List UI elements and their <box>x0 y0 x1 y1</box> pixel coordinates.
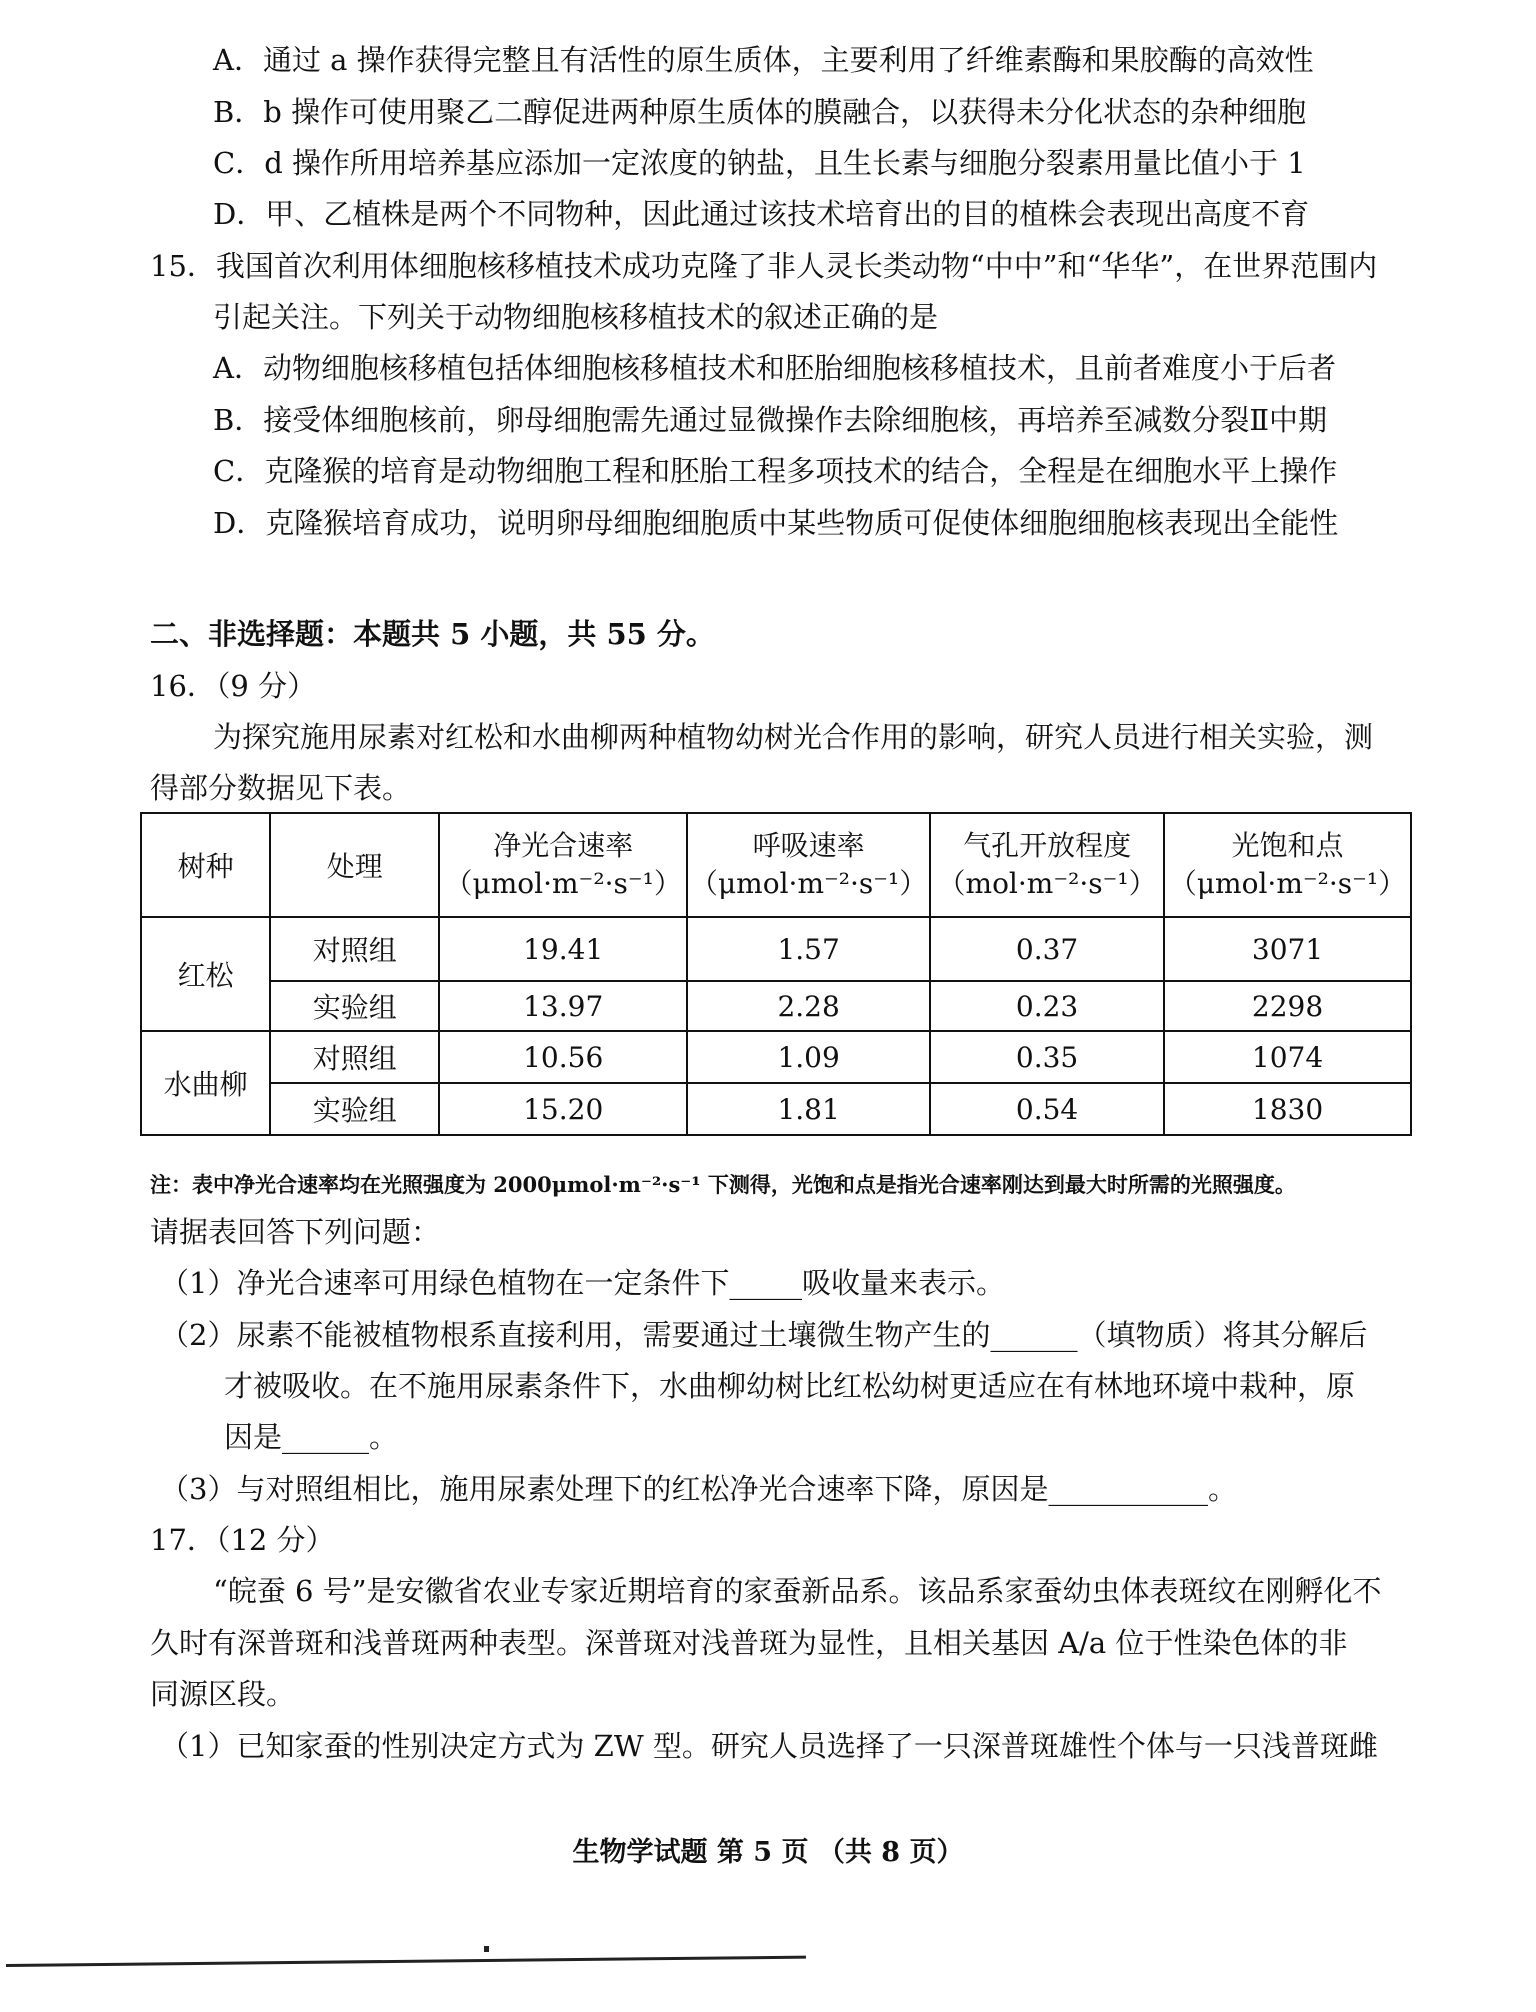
page-footer: 生物学试题 第 5 页 （共 8 页） <box>572 1837 964 1868</box>
q15-stem-line2: 引起关注。下列关于动物细胞核移植技术的叙述正确的是 <box>213 300 939 334</box>
scan-artifact-line <box>6 1956 806 1967</box>
q16-sub2-line2: 才被吸收。在不施用尿素条件下，水曲柳幼树比红松幼树更适应在有林地环境中栽种，原 <box>224 1369 1356 1403</box>
q17-intro-line2: 久时有深普斑和浅普斑两种表型。深普斑对浅普斑为显性，且相关基因 A/a 位于性染色体的非 <box>150 1626 1348 1660</box>
q14-option-a: A．通过 a 操作获得完整且有活性的原生质体，主要利用了纤维素酶和果胶酶的高效性 <box>213 43 1314 77</box>
value-cell: 10.56 <box>439 1031 687 1083</box>
q17-intro-line1: “皖蚕 6 号”是安徽省农业专家近期培育的家蚕新品系。该品系家蚕幼虫体表斑纹在刚孵化不 <box>213 1574 1382 1608</box>
value-cell: 2298 <box>1164 981 1411 1031</box>
scan-artifact-dot <box>484 1946 489 1952</box>
q16-intro-line2: 得部分数据见下表。 <box>150 771 412 805</box>
value-cell: 1074 <box>1164 1031 1411 1083</box>
table-note: 注：表中净光合速率均在光照强度为 2000μmol·m⁻²·s⁻¹ 下测得，光饱和点是指光合速率刚达到最大时所需的光照强度。 <box>150 1172 1296 1197</box>
value-cell: 0.23 <box>930 981 1164 1031</box>
value-cell: 1.57 <box>687 917 930 981</box>
header-name: 呼吸速率 <box>752 829 865 862</box>
header-species: 树种 <box>141 813 270 917</box>
table-row <box>141 1083 1411 1135</box>
q14-option-d: D．甲、乙植株是两个不同物种，因此通过该技术培育出的目的植株会表现出高度不育 <box>213 197 1310 231</box>
q16-sub2-line3: 因是______。 <box>224 1420 399 1454</box>
value-cell: 1.81 <box>687 1083 930 1135</box>
treatment-cell: 实验组 <box>270 981 439 1031</box>
q16-intro-line1: 为探究施用尿素对红松和水曲柳两种植物幼树光合作用的影响，研究人员进行相关实验，测 <box>213 720 1374 754</box>
table-header-row <box>141 813 1411 917</box>
q16-sub1: （1）净光合速率可用绿色植物在一定条件下_____吸收量来表示。 <box>160 1266 1005 1300</box>
header-light-saturation <box>1164 813 1411 917</box>
value-cell: 19.41 <box>439 917 687 981</box>
value-cell: 0.37 <box>930 917 1164 981</box>
table-row <box>141 1031 1411 1083</box>
q16-sub2-line1: （2）尿素不能被植物根系直接利用，需要通过土壤微生物产生的______（填物质）将其分解后 <box>160 1318 1368 1352</box>
header-name: 净光合速率 <box>493 829 634 862</box>
treatment-cell: 对照组 <box>270 917 439 981</box>
value-cell: 1.09 <box>687 1031 930 1083</box>
section2-title: 二、非选择题：本题共 5 小题，共 55 分。 <box>150 617 715 651</box>
q15-option-a: A．动物细胞核移植包括体细胞核移植技术和胚胎细胞核移植技术，且前者难度小于后者 <box>213 351 1336 385</box>
q16-sub3: （3）与对照组相比，施用尿素处理下的红松净光合速率下降，原因是___________。 <box>160 1472 1237 1506</box>
species-cell: 水曲柳 <box>141 1031 270 1135</box>
q14-option-c: C．d 操作所用培养基应添加一定浓度的钠盐，且生长素与细胞分裂素用量比值小于 1 <box>213 146 1306 180</box>
table-row <box>141 981 1411 1031</box>
q15-option-d: D．克隆猴培育成功，说明卵母细胞细胞质中某些物质可促使体细胞细胞核表现出全能性 <box>213 506 1339 540</box>
header-treatment: 处理 <box>270 813 439 917</box>
q17-sub1-line1: （1）已知家蚕的性别决定方式为 ZW 型。研究人员选择了一只深普斑雄性个体与一只浅普斑雌 <box>160 1729 1378 1763</box>
q16-number: 16．（9 分） <box>150 669 317 703</box>
q15-option-b: B．接受体细胞核前，卵母细胞需先通过显微操作去除细胞核，再培养至减数分裂Ⅱ中期 <box>213 403 1328 437</box>
q16-prompt: 请据表回答下列问题： <box>150 1215 441 1249</box>
table-row <box>141 917 1411 981</box>
header-unit: （μmol·m⁻²·s⁻¹） <box>1168 867 1407 900</box>
header-net-photosynthesis <box>439 813 687 917</box>
q14-option-b: B．b 操作可使用聚乙二醇促进两种原生质体的膜融合，以获得未分化状态的杂种细胞 <box>213 95 1307 129</box>
treatment-cell: 实验组 <box>270 1083 439 1135</box>
q15-option-c: C．克隆猴的培育是动物细胞工程和胚胎工程多项技术的结合，全程是在细胞水平上操作 <box>213 454 1338 488</box>
q17-intro-line3: 同源区段。 <box>150 1677 296 1711</box>
header-unit: （μmol·m⁻²·s⁻¹） <box>689 867 928 900</box>
treatment-cell: 对照组 <box>270 1031 439 1083</box>
q15-stem-line1: 15．我国首次利用体细胞核移植技术成功克隆了非人灵长类动物“中中”和“华华”，在世界范围内 <box>150 249 1378 283</box>
value-cell: 15.20 <box>439 1083 687 1135</box>
header-stomatal <box>930 813 1164 917</box>
header-unit: （mol·m⁻²·s⁻¹） <box>937 867 1157 900</box>
header-name: 气孔开放程度 <box>963 829 1132 862</box>
value-cell: 2.28 <box>687 981 930 1031</box>
value-cell: 0.35 <box>930 1031 1164 1083</box>
header-unit: （μmol·m⁻²·s⁻¹） <box>444 867 682 900</box>
value-cell: 1830 <box>1164 1083 1411 1135</box>
value-cell: 0.54 <box>930 1083 1164 1135</box>
value-cell: 13.97 <box>439 981 687 1031</box>
species-cell: 红松 <box>141 917 270 1031</box>
q16-data-table <box>140 812 1412 1136</box>
header-respiration <box>687 813 930 917</box>
q17-number: 17．（12 分） <box>150 1523 335 1557</box>
value-cell: 3071 <box>1164 917 1411 981</box>
header-name: 光饱和点 <box>1231 829 1344 862</box>
